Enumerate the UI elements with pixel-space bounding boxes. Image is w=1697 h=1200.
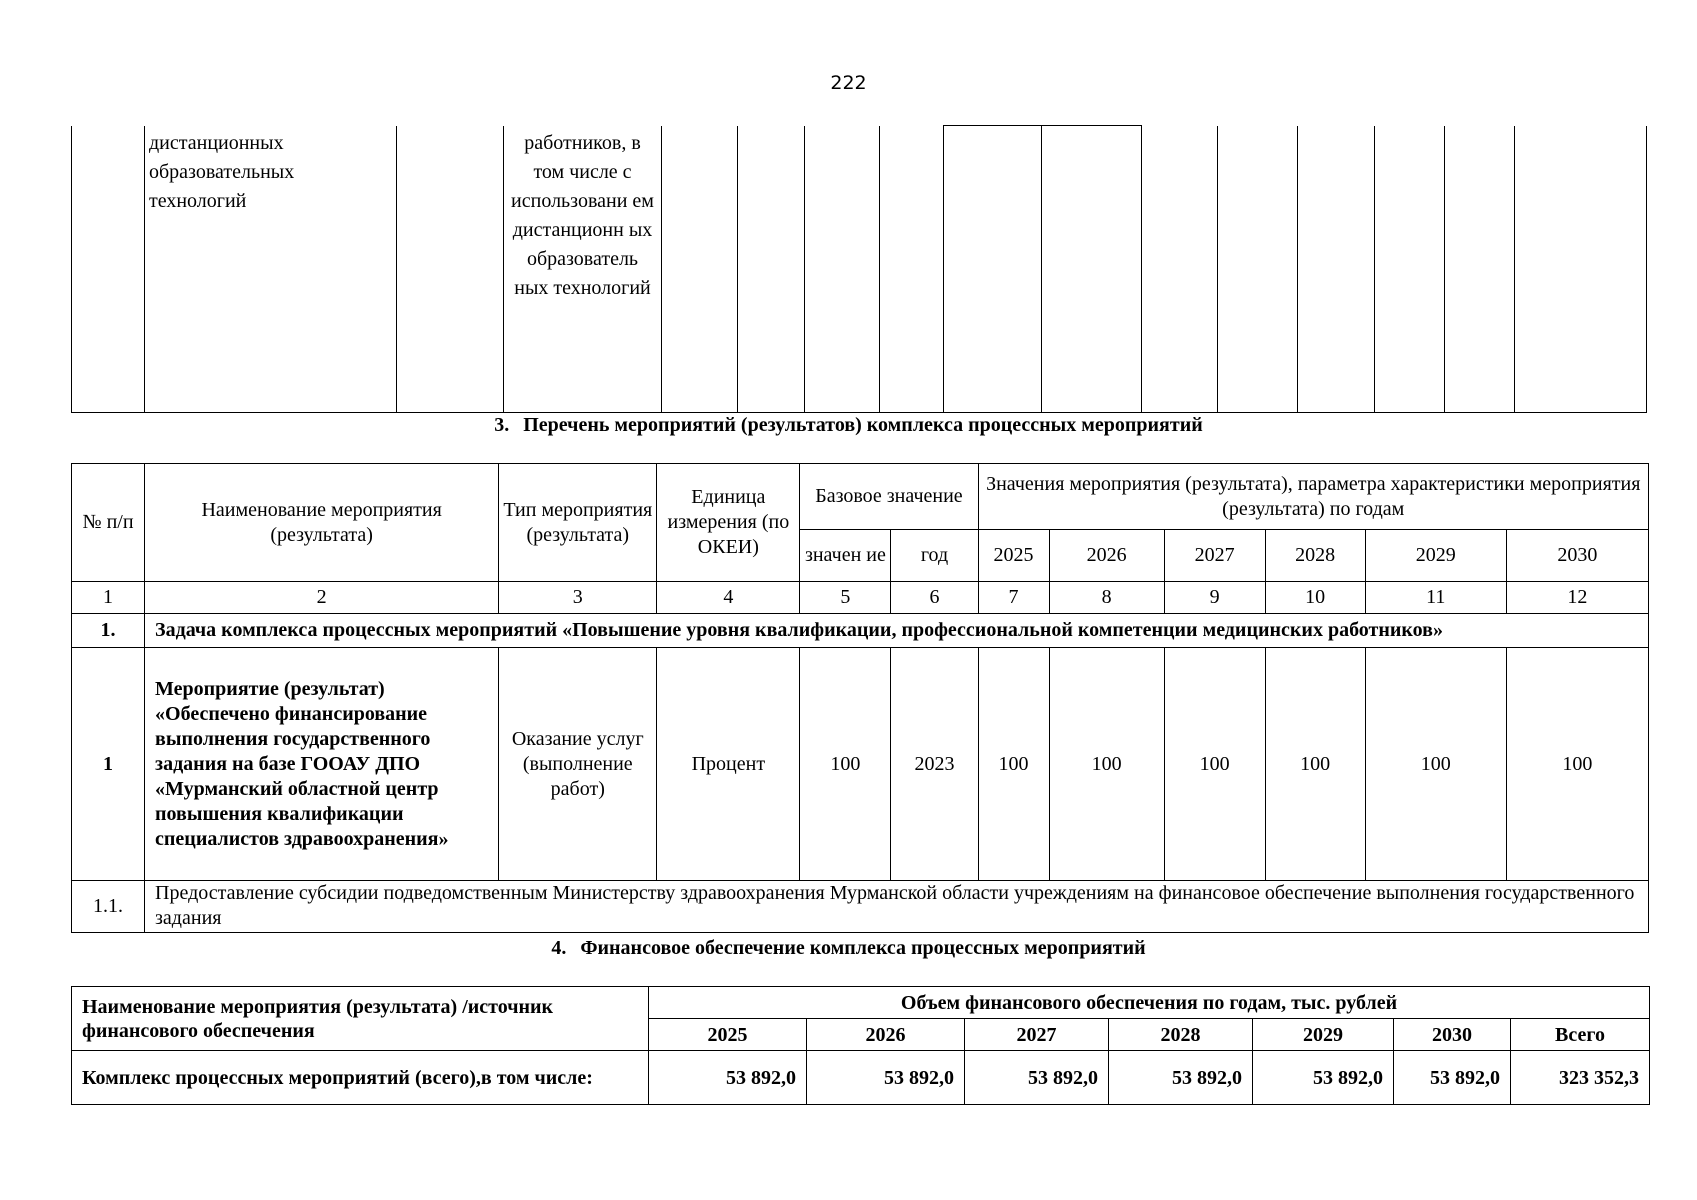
finance-row-value: 53 892,0 (1109, 1051, 1253, 1105)
row-number: 1 (72, 648, 145, 881)
section3-title: Перечень мероприятий (результатов) комплекса процессных мероприятий (523, 414, 1203, 436)
finance-header-year: 2028 (1109, 1019, 1253, 1051)
cont-cell (1515, 126, 1647, 413)
row-value: 100 (1265, 648, 1365, 881)
header-values-group: Значения мероприятия (результата), параметра характеристики мероприятия (результата) по годам (978, 464, 1649, 530)
cont-cell (805, 126, 880, 413)
cont-cell (662, 126, 738, 413)
col-number: 4 (657, 582, 800, 614)
cont-cell-desc: работников, в том числе с использовани ем дистанционн ых образователь ных технологий (504, 126, 662, 413)
finance-header-total: Всего (1511, 1019, 1650, 1051)
finance-header-year: 2025 (649, 1019, 807, 1051)
finance-header-year: 2027 (965, 1019, 1109, 1051)
header-name: Наименование мероприятия (результата) (145, 464, 499, 582)
finance-row-value: 53 892,0 (807, 1051, 965, 1105)
finance-row-value: 53 892,0 (649, 1051, 807, 1105)
finance-row-total: 323 352,3 (1511, 1051, 1650, 1105)
section3-number: 3. (494, 414, 510, 436)
col-number: 12 (1506, 582, 1648, 614)
cont-cell (1042, 126, 1142, 413)
col-number: 3 (499, 582, 657, 614)
finance-row-name: Комплекс процессных мероприятий (всего),в том числе: (72, 1051, 649, 1105)
cont-cell (1298, 126, 1375, 413)
cont-cell (1375, 126, 1445, 413)
finance-table (71, 986, 1650, 1105)
subrow-text: Предоставление субсидии подведомственным Министерству здравоохранения Мурманской области учреждениям на финансовое обеспечение выполнения государственного задания (145, 881, 1649, 933)
subrow-number: 1.1. (72, 881, 145, 933)
row-unit: Процент (657, 648, 800, 881)
row-value: 100 (1164, 648, 1265, 881)
finance-header-volume: Объем финансового обеспечения по годам, тыс. рублей (649, 987, 1650, 1019)
task-number: 1. (72, 614, 145, 648)
header-base-value: значен ие (800, 530, 891, 582)
row-base-value: 100 (800, 648, 891, 881)
section4-title: Финансовое обеспечение комплекса процессных мероприятий (580, 937, 1146, 959)
cont-cell (944, 126, 1042, 413)
cont-cell-name: дистанционных образовательных технологий (145, 126, 397, 413)
header-year: 2028 (1265, 530, 1365, 582)
header-type: Тип мероприятия (результата) (499, 464, 657, 582)
cont-cell (880, 126, 944, 413)
cont-cell (1445, 126, 1515, 413)
cont-cell (397, 126, 504, 413)
row-value: 100 (1049, 648, 1164, 881)
row-value: 100 (1506, 648, 1648, 881)
col-number: 6 (891, 582, 978, 614)
cont-cell (1142, 126, 1218, 413)
finance-header-year: 2030 (1394, 1019, 1511, 1051)
section4-number: 4. (551, 937, 567, 959)
header-year: 2030 (1506, 530, 1648, 582)
header-year: 2029 (1365, 530, 1506, 582)
col-number: 2 (145, 582, 499, 614)
section4-heading (0, 937, 1697, 960)
col-number: 5 (800, 582, 891, 614)
finance-row-value: 53 892,0 (1253, 1051, 1394, 1105)
finance-header-name: Наименование мероприятия (результата) /источник финансового обеспечения (72, 987, 649, 1051)
col-number: 8 (1049, 582, 1164, 614)
row-value: 100 (978, 648, 1049, 881)
header-base-year: год (891, 530, 978, 582)
section3-heading (0, 414, 1697, 437)
header-base: Базовое значение (800, 464, 978, 530)
col-number: 10 (1265, 582, 1365, 614)
col-number: 9 (1164, 582, 1265, 614)
finance-row-value: 53 892,0 (1394, 1051, 1511, 1105)
finance-header-year: 2026 (807, 1019, 965, 1051)
header-unit: Единица измерения (по ОКЕИ) (657, 464, 800, 582)
col-number: 1 (72, 582, 145, 614)
header-year: 2027 (1164, 530, 1265, 582)
cont-cell (1218, 126, 1298, 413)
header-year: 2025 (978, 530, 1049, 582)
continuation-table (71, 125, 1647, 413)
header-num: № п/п (72, 464, 145, 582)
cont-cell (738, 126, 805, 413)
page-number: 222 (830, 72, 867, 94)
finance-row-value: 53 892,0 (965, 1051, 1109, 1105)
col-number: 7 (978, 582, 1049, 614)
col-number: 11 (1365, 582, 1506, 614)
row-value: 100 (1365, 648, 1506, 881)
row-name: Мероприятие (результат) «Обеспечено финансирование выполнения государственного задания на базе ГООАУ ДПО «Мурманский областной центр повышения квалификации специалистов здравоохранения» (145, 648, 499, 881)
cont-cell (72, 126, 145, 413)
task-text: Задача комплекса процессных мероприятий «Повышение уровня квалификации, профессиональной компетенции медицинских работников» (145, 614, 1649, 648)
activities-table (71, 463, 1649, 933)
row-base-year: 2023 (891, 648, 978, 881)
row-type: Оказание услуг (выполнение работ) (499, 648, 657, 881)
header-year: 2026 (1049, 530, 1164, 582)
finance-header-year: 2029 (1253, 1019, 1394, 1051)
